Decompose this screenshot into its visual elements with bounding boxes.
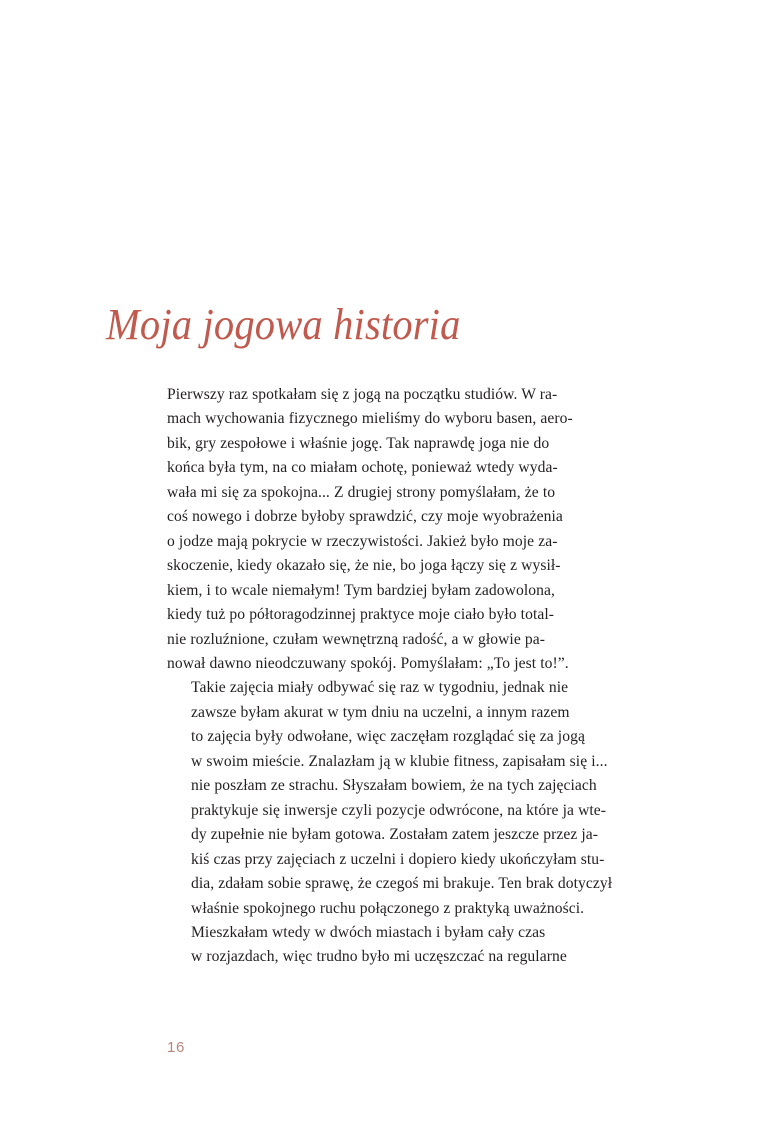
paragraph-1	[167, 383, 652, 676]
text-line: zawsze byłam akurat w tym dniu na uczelni, a innym razem	[191, 703, 570, 721]
text-line: właśnie spokojnego ruchu połączonego z praktyką uważności.	[191, 899, 585, 917]
text-line: końca była tym, na co miałam ochotę, ponieważ wtedy wyda-	[167, 459, 558, 477]
text-line: praktykuje się inwersje czyli pozycje odwrócone, na które ja wte-	[191, 801, 607, 819]
text-line: nie rozluźnione, czułam wewnętrzną radość, a w głowie pa-	[167, 630, 546, 648]
text-line: skoczenie, kiedy okazało się, że nie, bo joga łączy się z wysił-	[167, 557, 561, 575]
text-line: w rozjazdach, więc trudno było mi uczęszczać na regularne	[191, 948, 567, 966]
text-line: dia, zdałam sobie sprawę, że czegoś mi brakuje. Ten brak dotyczył	[191, 875, 613, 893]
paragraph-3	[167, 921, 652, 970]
text-line: kiedy tuż po półtoragodzinnej praktyce moje ciało było total-	[167, 606, 555, 624]
body-text-column	[167, 383, 652, 970]
text-line: kiś czas przy zajęciach z uczelni i dopiero kiedy ukończyłam stu-	[191, 850, 605, 868]
text-line: Takie zajęcia miały odbywać się raz w tygodniu, jednak nie	[191, 679, 569, 697]
text-line: mach wychowania fizycznego mieliśmy do wyboru basen, aero-	[167, 410, 573, 428]
text-line: wała mi się za spokojna... Z drugiej strony pomyślałam, że to	[167, 483, 556, 501]
text-line: w swoim mieście. Znalazłam ją w klubie fitness, zapisałam się i...	[191, 752, 608, 770]
text-line: dy zupełnie nie byłam gotowa. Zostałam zatem jeszcze przez ja-	[191, 826, 599, 844]
text-line: Mieszkałam wtedy w dwóch miastach i byłam cały czas	[191, 923, 546, 941]
page-title: Moja jogowa historia	[106, 300, 461, 349]
text-line: nie poszłam ze strachu. Słyszałam bowiem, że na tych zajęciach	[191, 777, 597, 795]
text-line: bik, gry zespołowe i właśnie jogę. Tak naprawdę joga nie do	[167, 434, 550, 452]
text-line: coś nowego i dobrze byłoby sprawdzić, czy moje wyobrażenia	[167, 508, 563, 526]
text-line: Pierwszy raz spotkałam się z jogą na początku studiów. W ra-	[167, 386, 558, 403]
page-number: 16	[167, 1039, 185, 1056]
paragraph-2	[167, 676, 652, 921]
text-line: kiem, i to wcale niemałym! Tym bardziej byłam zadowolona,	[167, 581, 555, 599]
text-line: to zajęcia były odwołane, więc zaczęłam rozglądać się za jogą	[191, 728, 585, 746]
text-line: o jodze mają pokrycie w rzeczywistości. Jakież było moje za-	[167, 532, 558, 550]
text-line: nował dawno nieodczuwany spokój. Pomyślałam: „To jest to!”.	[167, 654, 569, 672]
